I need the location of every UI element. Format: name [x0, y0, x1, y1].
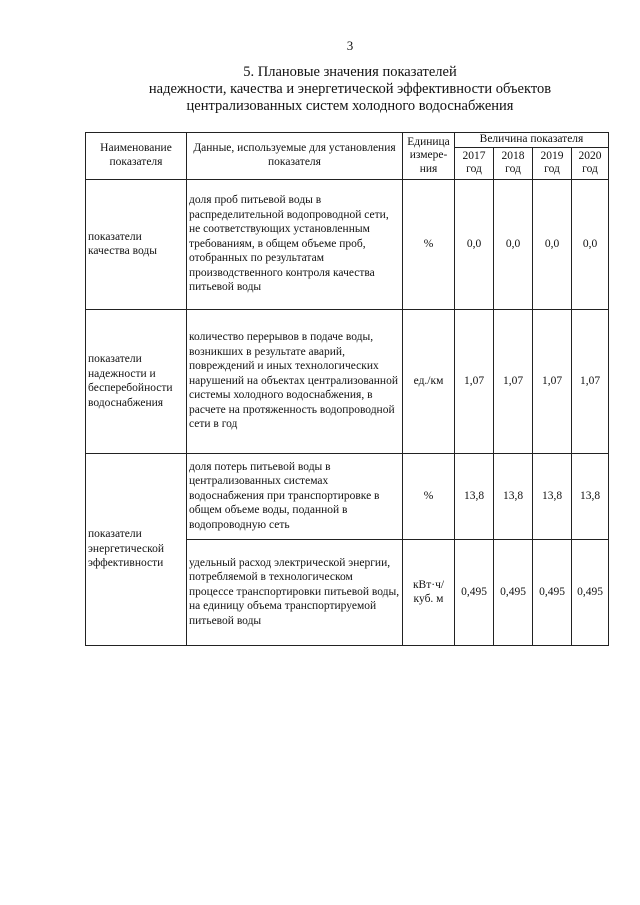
indicators-table — [85, 132, 609, 646]
table-row — [86, 309, 609, 453]
page-number: 3 — [346, 38, 354, 53]
table-header-row — [86, 133, 609, 148]
indicator-group-name: показатели качества воды — [86, 179, 187, 309]
indicator-value: 0,495 — [455, 539, 494, 645]
header-year: 2017 год — [455, 147, 494, 179]
indicator-value: 1,07 — [572, 309, 609, 453]
indicator-data: количество перерывов в подаче воды, возникших в результате аварий, повреждений и иных технологических нарушений на объектах централизованной системы холодного водоснабжения, в расчете на протяженность водопроводной сети в год — [187, 309, 403, 453]
indicator-unit: ед./км — [403, 309, 455, 453]
header-year: 2018 год — [494, 147, 533, 179]
header-data: Данные, используемые для установления показателя — [187, 133, 403, 180]
indicator-value: 0,0 — [572, 179, 609, 309]
title-line-1: 5. Плановые значения показателей — [243, 64, 457, 80]
indicator-value: 1,07 — [455, 309, 494, 453]
indicator-value: 0,0 — [533, 179, 572, 309]
indicator-value: 1,07 — [533, 309, 572, 453]
indicator-data: доля потерь питьевой воды в централизованных системах водоснабжения при транспортировке в общем объеме воды, поданной в водопроводную сеть — [187, 453, 403, 539]
indicator-group-name: показатели надежности и бесперебойности водоснабжения — [86, 309, 187, 453]
indicator-value: 0,0 — [455, 179, 494, 309]
section-title — [0, 64, 640, 115]
header-year: 2020 год — [572, 147, 609, 179]
table-row — [86, 453, 609, 539]
indicator-value: 0,495 — [494, 539, 533, 645]
header-value-group: Величина показателя — [455, 133, 609, 148]
header-year: 2019 год — [533, 147, 572, 179]
indicator-unit: % — [403, 453, 455, 539]
indicator-value: 0,495 — [572, 539, 609, 645]
indicator-value: 0,0 — [494, 179, 533, 309]
indicator-value: 0,495 — [533, 539, 572, 645]
indicator-value: 13,8 — [533, 453, 572, 539]
indicator-value: 1,07 — [494, 309, 533, 453]
indicator-unit: % — [403, 179, 455, 309]
header-unit: Единица измере-ния — [403, 133, 455, 180]
title-line-3: централизованных систем холодного водоснабжения — [186, 98, 514, 114]
indicator-value: 13,8 — [572, 453, 609, 539]
indicator-value: 13,8 — [455, 453, 494, 539]
indicator-data: удельный расход электрической энергии, потребляемой в технологическом процессе транспортировки питьевой воды, на единицу объема транспортируемой питьевой воды — [187, 539, 403, 645]
indicator-unit: кВт·ч/ куб. м — [403, 539, 455, 645]
indicator-data: доля проб питьевой воды в распределительной водопроводной сети, не соответствующих установленным требованиям, в общем объеме проб, отобранных по результатам производственного контроля качества питьевой воды — [187, 179, 403, 309]
indicator-group-name: показатели энергетической эффективности — [86, 453, 187, 645]
title-line-2: надежности, качества и энергетической эффективности объектов — [148, 81, 552, 97]
indicator-value: 13,8 — [494, 453, 533, 539]
header-name: Наименование показателя — [86, 133, 187, 180]
table-row — [86, 179, 609, 309]
